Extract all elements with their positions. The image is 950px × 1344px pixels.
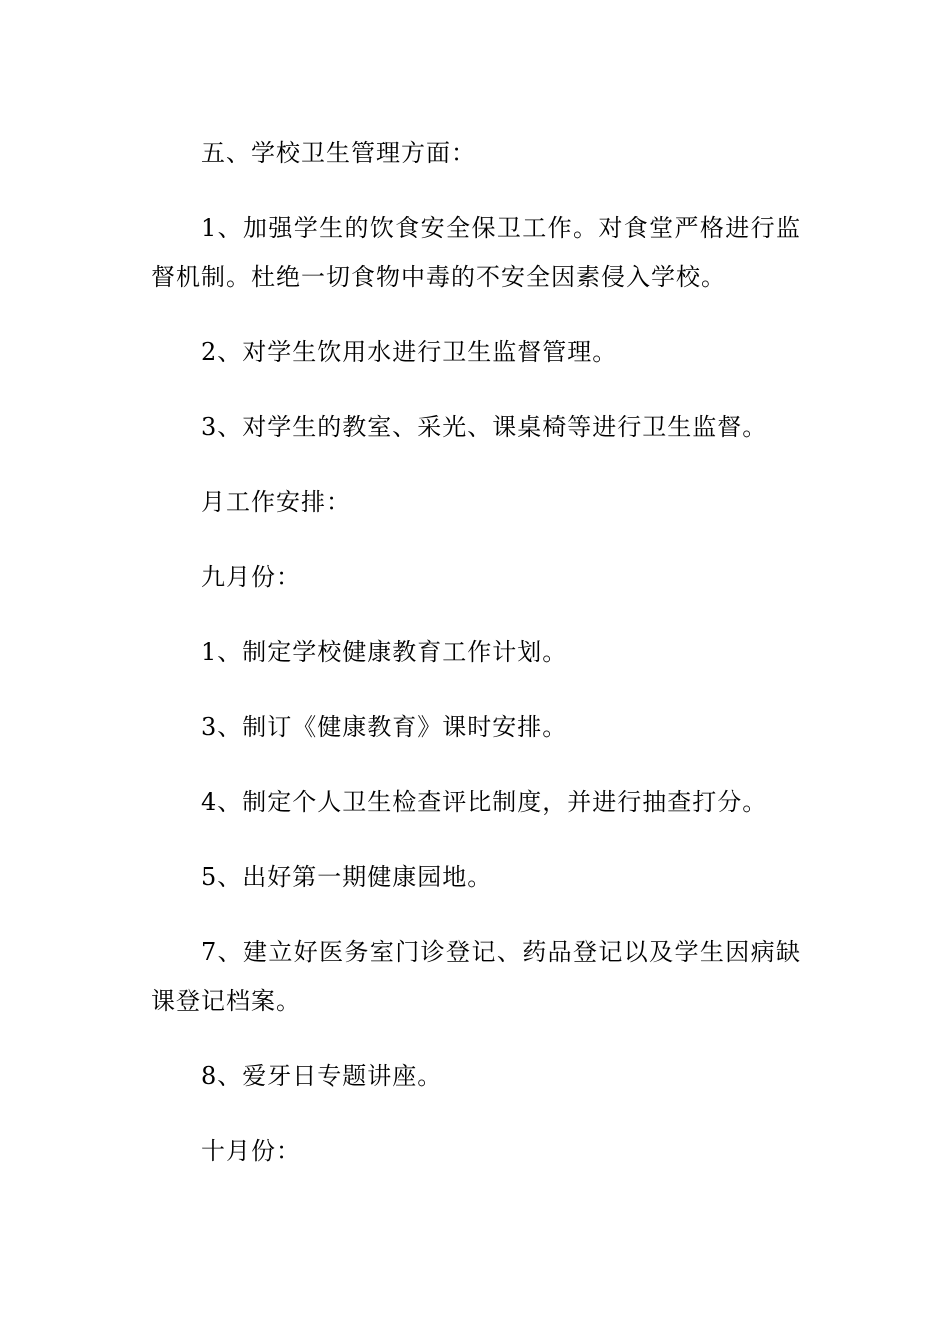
section-heading-hygiene-management: 五、学校卫生管理方面： [201, 139, 476, 167]
paragraph-health-board: 5、出好第一期健康园地。 [201, 863, 493, 891]
paragraph-classroom-supervision: 3、对学生的教室、采光、课桌椅等进行卫生监督。 [201, 413, 768, 441]
paragraph-drinking-water: 2、对学生饮用水进行卫生监督管理。 [201, 338, 618, 366]
paragraph-dental-lecture: 8、爱牙日专题讲座。 [201, 1062, 443, 1090]
paragraph-clinic-records: 7、建立好医务室门诊登记、药品登记以及学生因病缺课登记档案。 [151, 938, 801, 1015]
paragraph-hygiene-inspection: 4、制定个人卫生检查评比制度，并进行抽查打分。 [201, 788, 768, 816]
paragraph-class-schedule: 3、制订《健康教育》课时安排。 [201, 713, 568, 741]
month-heading-september: 九月份： [201, 563, 301, 591]
document-body [151, 129, 801, 1202]
month-heading-october: 十月份： [201, 1137, 301, 1165]
section-heading-monthly-schedule: 月工作安排： [201, 488, 351, 516]
paragraph-health-plan: 1、制定学校健康教育工作计划。 [201, 638, 568, 666]
paragraph-food-safety: 1、加强学生的饮食安全保卫工作。对食堂严格进行监督机制。杜绝一切食物中毒的不安全因素侵入学校。 [151, 214, 801, 291]
